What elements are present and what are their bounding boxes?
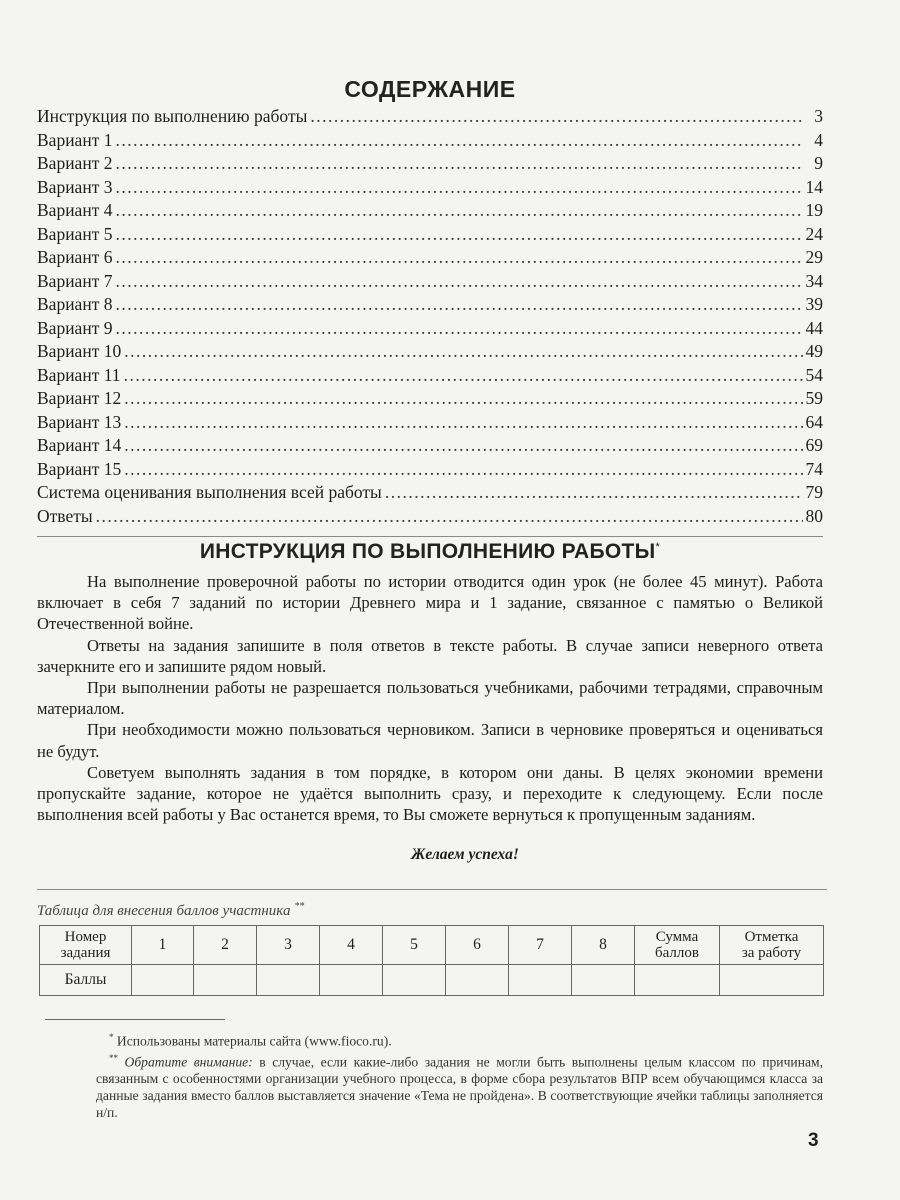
footnote-text: Использованы материалы сайта (www.fioco.ru). (116, 1033, 392, 1049)
toc-item[interactable] (37, 200, 823, 224)
score-cell[interactable] (132, 965, 194, 996)
toc-item[interactable] (37, 153, 823, 177)
toc-item-label: Вариант 4 (37, 200, 113, 220)
toc-item-page: 79 (805, 482, 823, 502)
toc-leader (115, 177, 802, 198)
footnote-mark: * (109, 1032, 114, 1042)
toc-leader (124, 459, 802, 480)
header-line: Номер (64, 929, 107, 945)
instructions-title-text: ИНСТРУКЦИЯ ПО ВЫПОЛНЕНИЮ РАБОТЫ (199, 540, 656, 563)
table-row (40, 926, 824, 965)
toc-leader (124, 365, 803, 386)
section-divider (37, 889, 827, 890)
toc-leader (115, 224, 802, 245)
task-number-cell: 2 (194, 926, 257, 965)
footnote (96, 1050, 823, 1122)
header-line: за работу (741, 945, 802, 961)
footnotes (96, 1029, 823, 1121)
toc-item[interactable] (37, 294, 823, 318)
toc-leader (96, 506, 803, 527)
grade-cell[interactable] (720, 965, 824, 996)
toc-item-page: 59 (805, 388, 823, 408)
toc-item-label: Вариант 5 (37, 223, 113, 244)
toc-item-page: 24 (805, 223, 823, 244)
sum-header (635, 926, 720, 965)
toc-item-label: Инструкция по выполнению работы (37, 106, 308, 126)
toc-item[interactable] (37, 224, 823, 248)
header-line: Отметка (744, 929, 799, 945)
toc-item-page: 34 (805, 270, 823, 291)
score-cell[interactable] (446, 965, 509, 996)
toc-item-label: Вариант 10 (37, 341, 122, 361)
score-table-caption-text: Таблица для внесения баллов участника (37, 903, 291, 919)
instructions-title (0, 540, 860, 564)
toc-item-page: 74 (805, 458, 823, 479)
sum-cell[interactable] (635, 965, 720, 996)
task-number-cell: 4 (320, 926, 383, 965)
toc-leader (115, 318, 802, 339)
scores-label: Баллы (40, 965, 132, 996)
toc-item[interactable] (37, 482, 823, 506)
score-table (39, 925, 824, 996)
toc-item[interactable] (37, 130, 823, 154)
toc-item[interactable] (37, 506, 823, 530)
toc-item-page: 64 (805, 411, 823, 432)
instructions-paragraph: При выполнении работы не разрешается пользоваться учебниками, рабочими тетрадями, справочным материалом. (37, 678, 823, 719)
toc-item[interactable] (37, 247, 823, 271)
good-luck-wish: Желаем успеха! (411, 846, 519, 863)
section-divider (37, 536, 823, 537)
toc-item-label: Вариант 12 (37, 388, 122, 408)
toc-item[interactable] (37, 435, 823, 459)
footnote-emphasis: Обратите внимание: (124, 1054, 253, 1070)
toc-item[interactable] (37, 341, 823, 365)
toc-item-label: Вариант 9 (37, 317, 113, 338)
toc-item-page: 69 (805, 435, 823, 455)
toc-leader (115, 130, 804, 151)
footnote (96, 1029, 823, 1050)
toc-item-page: 4 (814, 129, 823, 150)
table-row (40, 965, 824, 996)
task-number-cell: 1 (132, 926, 194, 965)
toc-item-page: 49 (805, 341, 823, 361)
toc-item-page: 14 (805, 176, 823, 197)
footnote-mark: ** (294, 901, 305, 912)
score-table-caption (37, 901, 304, 920)
toc-item-label: Вариант 13 (37, 411, 122, 432)
toc-item-label: Вариант 3 (37, 176, 113, 197)
toc-item[interactable] (37, 388, 823, 412)
toc-item[interactable] (37, 365, 823, 389)
toc-item-label: Ответы (37, 505, 93, 526)
footnote-mark: ** (109, 1052, 118, 1063)
score-cell[interactable] (383, 965, 446, 996)
toc-item-page: 9 (814, 153, 823, 173)
toc-item[interactable] (37, 271, 823, 295)
toc-leader (124, 412, 802, 433)
toc-item-label: Вариант 14 (37, 435, 122, 455)
task-number-cell: 6 (446, 926, 509, 965)
toc-leader (115, 247, 802, 268)
score-cell[interactable] (320, 965, 383, 996)
task-number-cell: 5 (383, 926, 446, 965)
toc-item-label: Система оценивания выполнения всей работы (37, 482, 382, 502)
header-line: задания (60, 945, 111, 961)
toc-item-label: Вариант 11 (37, 364, 121, 385)
footnote-text: в случае, если какие-либо задания не могли быть выполнены целым классом по причинам, связанным с особенностями организации учебного процесса, в форме сбора результатов ВПР всем обучающимся класса за данные задания вместо баллов выставляется значение «Тема не пройдена». В соответствующие ячейки таблицы заполняется н/п. (96, 1054, 823, 1121)
toc-item[interactable] (37, 459, 823, 483)
toc-item[interactable] (37, 318, 823, 342)
toc-leader (385, 482, 803, 503)
task-number-header (40, 926, 132, 965)
task-number-cell: 7 (509, 926, 572, 965)
instructions-paragraph: Советуем выполнять задания в том порядке, в котором они даны. В целях экономии времени пропускайте задание, которое не удаётся выполнить сразу, и переходите к следующему. Если после выполнения всей работы у Вас останется время, то Вы сможете вернуться к пропущенным заданиям. (37, 762, 823, 825)
score-cell[interactable] (257, 965, 320, 996)
toc-item-page: 80 (805, 505, 823, 526)
toc-item-label: Вариант 6 (37, 247, 113, 267)
score-cell[interactable] (572, 965, 635, 996)
toc-leader (124, 388, 802, 409)
footnote-divider (45, 1019, 225, 1020)
toc-leader (310, 106, 804, 127)
toc-item-label: Вариант 15 (37, 458, 122, 479)
toc-item-label: Вариант 7 (37, 270, 113, 291)
toc-leader (115, 271, 802, 292)
toc-item-page: 19 (805, 200, 823, 220)
toc-item-page: 39 (805, 294, 823, 314)
toc-item-page: 3 (814, 106, 823, 126)
toc-item-label: Вариант 2 (37, 153, 113, 173)
toc-leader (124, 435, 802, 456)
toc-leader (124, 341, 802, 362)
toc-item[interactable] (37, 412, 823, 436)
task-number-cell: 8 (572, 926, 635, 965)
toc-item[interactable] (37, 106, 823, 130)
instructions-body (37, 571, 823, 825)
toc-item-label: Вариант 1 (37, 129, 113, 150)
toc-item[interactable] (37, 177, 823, 201)
instructions-paragraph: При необходимости можно пользоваться черновиком. Записи в черновике проверяться и оцениваться не будут. (37, 720, 823, 761)
footnote-mark: * (655, 541, 661, 553)
table-of-contents (37, 106, 823, 529)
score-cell[interactable] (509, 965, 572, 996)
instructions-paragraph: На выполнение проверочной работы по истории отводится один урок (не более 45 минут). Работа включает в себя 7 заданий по истории Древнего мира и 1 задание, связанное с памятью о Великой Отечественной войне. (37, 572, 823, 634)
toc-item-page: 29 (805, 247, 823, 267)
header-line: баллов (655, 945, 699, 961)
toc-leader (115, 294, 802, 315)
toc-leader (115, 200, 802, 221)
header-line: Сумма (655, 929, 699, 945)
score-cell[interactable] (194, 965, 257, 996)
toc-title: СОДЕРЖАНИЕ (344, 76, 516, 102)
page-number: 3 (808, 1130, 819, 1151)
toc-item-page: 44 (805, 317, 823, 338)
toc-leader (115, 153, 804, 174)
task-number-cell: 3 (257, 926, 320, 965)
toc-item-label: Вариант 8 (37, 294, 113, 314)
instructions-paragraph: Ответы на задания запишите в поля ответов в тексте работы. В случае записи неверного ответа зачеркните его и запишите рядом новый. (37, 635, 823, 676)
grade-header (720, 926, 824, 965)
toc-item-page: 54 (805, 364, 823, 385)
